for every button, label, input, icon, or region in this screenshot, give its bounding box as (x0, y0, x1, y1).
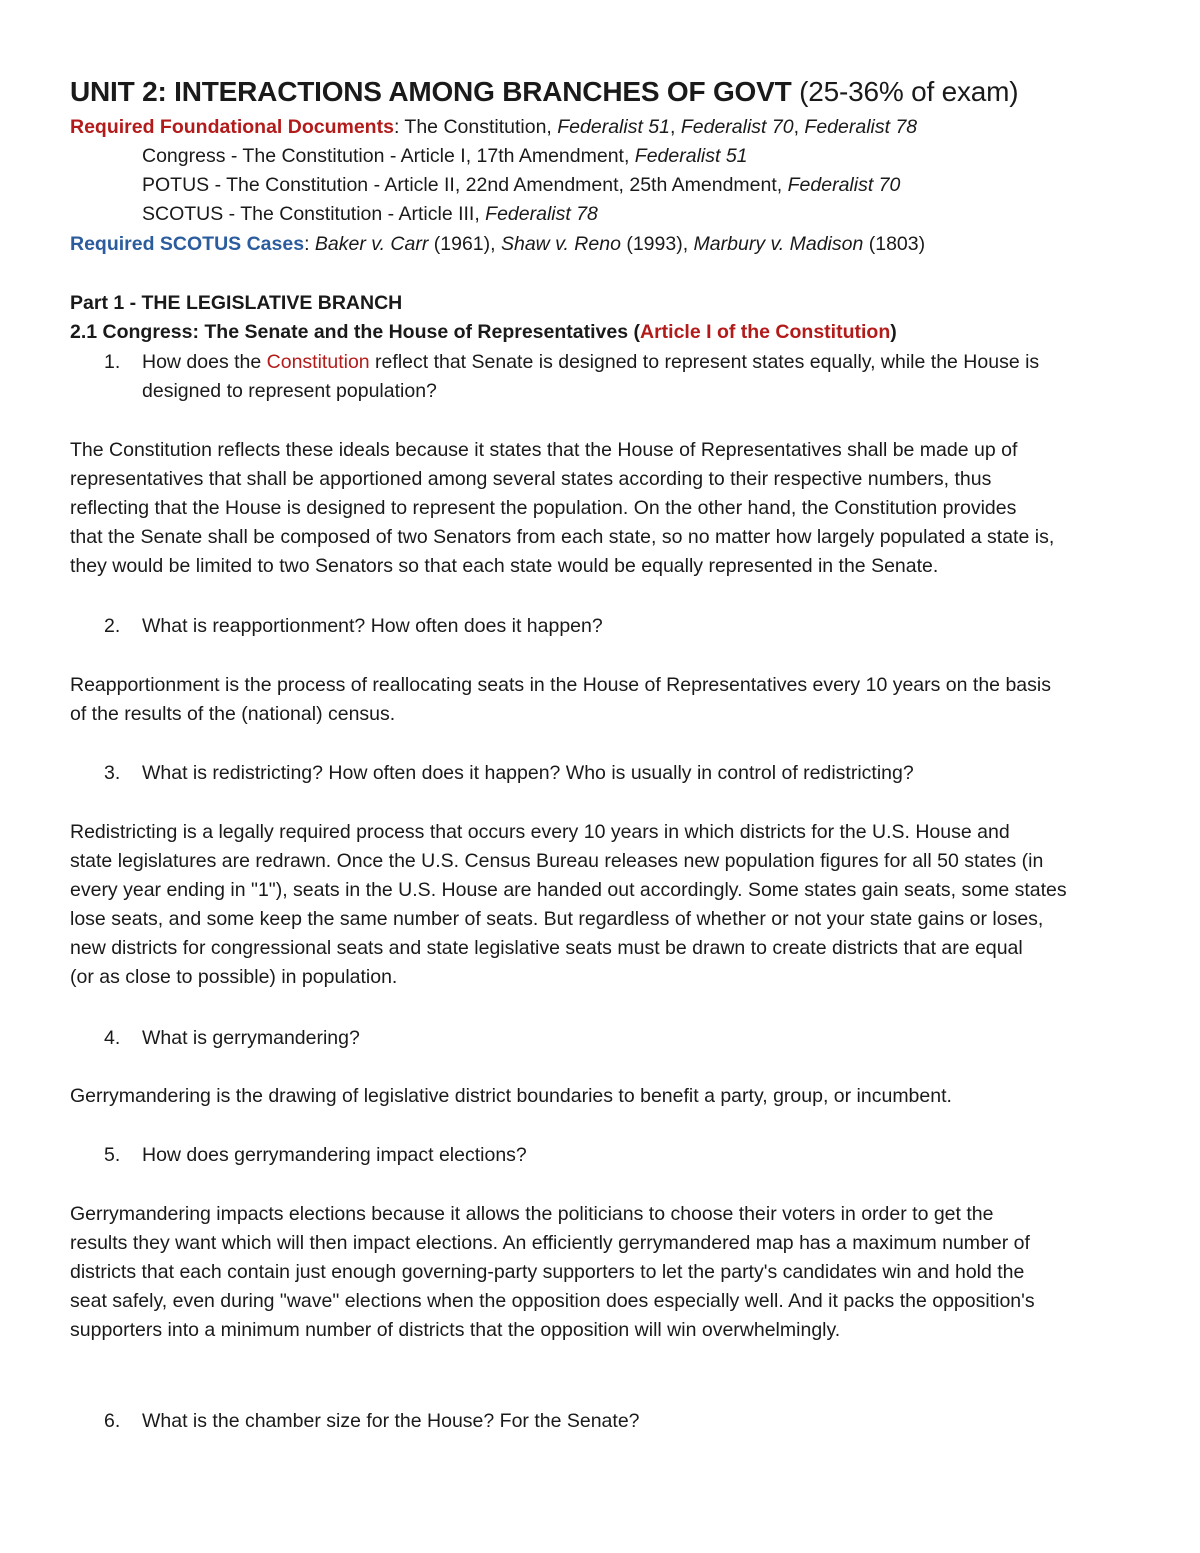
answer-line: Gerrymandering is the drawing of legislative district boundaries to benefit a party, group, or incumbent. (70, 1085, 952, 1107)
congress-docs: Congress - The Constitution - Article I, 17th Amendment, (142, 145, 635, 167)
required-documents-label: Required Foundational Documents (70, 116, 394, 138)
answer-line: results they want which will then impact elections. An efficiently gerrymandered map has a maximum number of (70, 1232, 1030, 1254)
answer-line: representatives that shall be apportioned among several states according to their respective numbers, thus (70, 468, 992, 490)
question-number: 3. (104, 762, 121, 784)
potus-docs: POTUS - The Constitution - Article II, 22nd Amendment, 25th Amendment, (142, 174, 788, 196)
answer-line: state legislatures are redrawn. Once the U.S. Census Bureau releases new population figures for all 50 states (in (70, 850, 1044, 872)
potus-docs-line (142, 171, 900, 200)
case-year: (1961), (428, 233, 501, 255)
answer-line: districts that each contain just enough governing-party supporters to let the party's candidates win and hold the (70, 1261, 1025, 1283)
scotus-federalist: Federalist 78 (485, 203, 598, 225)
section-heading-close: ) (890, 321, 897, 343)
case-shaw-v-reno: Shaw v. Reno (500, 233, 621, 255)
case-year: (1803) (863, 233, 926, 255)
question-6: What is the chamber size for the House? For the Senate? (142, 1410, 640, 1432)
colon: : (304, 233, 310, 255)
docs-constitution: The Constitution, (399, 116, 558, 138)
case-marbury-v-madison: Marbury v. Madison (693, 233, 864, 255)
sep: , (793, 116, 805, 138)
question-number: 6. (104, 1410, 121, 1432)
question-number: 1. (104, 351, 121, 373)
question-4: What is gerrymandering? (142, 1027, 360, 1049)
congress-docs-line (142, 142, 748, 171)
answer-line: of the results of the (national) census. (70, 703, 396, 725)
question-1 (142, 348, 1039, 377)
docs-fed78: Federalist 78 (804, 116, 918, 138)
colon: : (393, 116, 400, 138)
case-baker-v-carr: Baker v. Carr (314, 233, 429, 255)
required-documents-line (70, 113, 917, 142)
required-cases-line (70, 230, 925, 259)
question-3: What is redistricting? How often does it happen? Who is usually in control of redistricting? (142, 762, 914, 784)
required-cases-label: Required SCOTUS Cases (70, 233, 305, 255)
question-text: How does the (142, 351, 267, 373)
unit-title (70, 74, 1018, 110)
scotus-docs: SCOTUS - The Constitution - Article III, (142, 203, 486, 225)
section-heading-text: 2.1 Congress: The Senate and the House of Representatives ( (70, 321, 640, 343)
question-2: What is reapportionment? How often does it happen? (142, 615, 603, 637)
answer-line: reflecting that the House is designed to represent the population. On the other hand, the Constitution provides (70, 497, 1017, 519)
docs-fed51: Federalist 51 (557, 116, 670, 138)
potus-federalist: Federalist 70 (787, 174, 901, 196)
question-constitution-link: Constitution (266, 351, 370, 373)
unit-exam-share: (25-36% of exam) (799, 76, 1019, 107)
section-heading (70, 318, 897, 347)
question-text: reflect that Senate is designed to represent states equally, while the House is (369, 351, 1040, 373)
docs-fed70: Federalist 70 (680, 116, 794, 138)
case-year: (1993), (620, 233, 694, 255)
question-number: 4. (104, 1027, 121, 1049)
sep: , (670, 116, 681, 138)
answer-line: seat safely, even during "wave" elections when the opposition does especially well. And it packs the opposition's (70, 1290, 1035, 1312)
answer-line: Reapportionment is the process of reallocating seats in the House of Representatives every 10 years on the basis (70, 674, 1051, 696)
answer-line: Redistricting is a legally required process that occurs every 10 years in which districts for the U.S. House and (70, 821, 1010, 843)
question-number: 5. (104, 1144, 121, 1166)
answer-line: The Constitution reflects these ideals because it states that the House of Representatives shall be made up of (70, 439, 1018, 461)
question-5: How does gerrymandering impact elections? (142, 1144, 527, 1166)
answer-line: new districts for congressional seats and state legislative seats must be drawn to create districts that are equal (70, 937, 1023, 959)
answer-line: supporters into a minimum number of districts that the opposition will win overwhelmingly. (70, 1319, 841, 1341)
answer-line: (or as close to possible) in population. (70, 966, 398, 988)
question-number: 2. (104, 615, 121, 637)
congress-federalist: Federalist 51 (634, 145, 748, 167)
answer-line: they would be limited to two Senators so that each state would be equally represented in the Senate. (70, 555, 939, 577)
section-heading-article: Article I of the Constitution (640, 321, 891, 343)
part-heading: Part 1 - THE LEGISLATIVE BRANCH (70, 292, 403, 314)
answer-line: Gerrymandering impacts elections because it allows the politicians to choose their voters in order to get the (70, 1203, 994, 1225)
question-1-line-2: designed to represent population? (142, 380, 437, 402)
answer-line: every year ending in "1"), seats in the U.S. House are handed out accordingly. Some states gain seats, some states (70, 879, 1067, 901)
unit-title-text: UNIT 2: INTERACTIONS AMONG BRANCHES OF GOVT (70, 76, 792, 107)
answer-line: lose seats, and some keep the same number of seats. But regardless of whether or not your state gains or loses, (70, 908, 1044, 930)
scotus-docs-line (142, 200, 598, 229)
answer-line: that the Senate shall be composed of two Senators from each state, so no matter how largely populated a state is, (70, 526, 1055, 548)
